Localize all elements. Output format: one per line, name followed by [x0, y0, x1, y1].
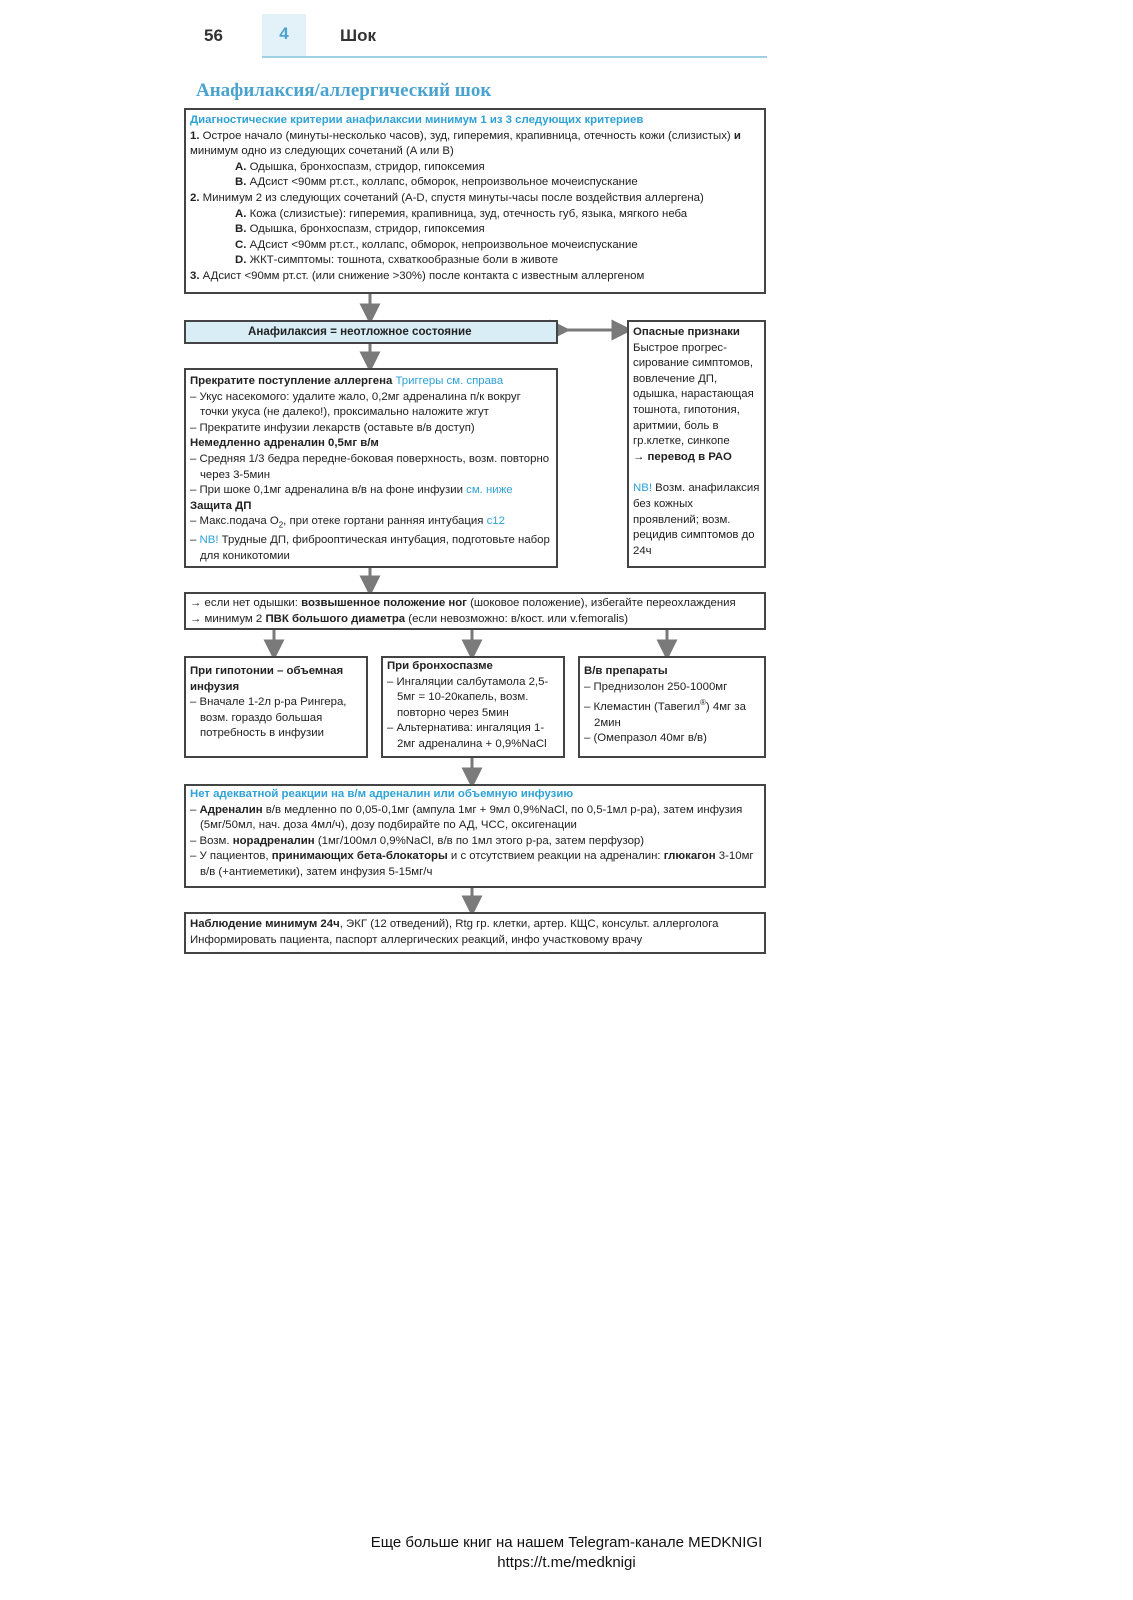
chapter-number-tab: 4 — [262, 14, 306, 56]
stop-allergen-box — [184, 368, 558, 568]
adrenaline-title: Немедленно адреналин 0,5мг в/м — [190, 437, 379, 450]
observation-box — [184, 912, 766, 954]
noresp-line-3: – У пациентов, принимающих бета-блокаторы и с отсутствием реакции на адреналин: глюкагон 3-10мг в/в (+антиеметики), затем инфузия 5-15мг/ч — [190, 850, 754, 878]
noresp-title: Нет адекватной реакции на в/м адреналин или объемную инфузию — [190, 788, 574, 800]
criterion-2: 2. Минимум 2 из следующих сочетаний (A-D, спустя минуты-часы после воздействия аллергена) — [190, 191, 704, 204]
stop-line-5: – Макс.подача $O_2$, при отеке гортани ранняя интубация c12 — [190, 515, 505, 530]
criterion-1: 1. Острое начало (минуты-несколько часов), зуд, гиперемия, крапивница, отечность кожи (слизистых) и минимум одно из следующих сочетаний (A или B) — [190, 129, 741, 158]
danger-signs-box — [627, 320, 766, 568]
position-line-2: → минимум 2 ПВК большого диаметра (если невозможно: в/кост. или v.femoralis) — [190, 612, 629, 625]
criterion-2-a: A. Кожа (слизистые): гиперемия, крапивница, зуд, отечность губ, языка, мягкого неба — [235, 207, 688, 220]
iv-line-3: – (Омепразол 40мг в/в) — [584, 732, 707, 745]
footer-line-1: Еще больше книг на нашем Telegram-канале MEDKNIGI — [370, 1534, 763, 1551]
stop-line-1: – Укус насекомого: удалите жало, 0,2мг адреналина п/к вокруг точки укуса (не далеко!), проксимально наложите жгут — [190, 390, 521, 419]
broncho-line-2: – Альтернатива: ингаляция 1-2мг адреналина + 0,9%NaCl — [387, 722, 547, 750]
danger-text: Быстрое прогрес-сирование симптомов, вовлечение ДП, одышка, нарастающая тошнота, гипотония, аритмии, боль в гр.клетке, синкопе — [633, 341, 754, 448]
observation-line-2: Информировать пациента, паспорт аллергических реакций, инфо участковому врачу — [190, 933, 643, 946]
criterion-3: 3. АДсист <90мм рт.ст. (или снижение >30%) после контакта с известным аллергеном — [190, 269, 645, 282]
stop-line-4: – При шоке 0,1мг адреналина в/в на фоне инфузии см. ниже — [190, 484, 513, 497]
noresp-line-2: – Возм. норадреналин (1мг/100мл 0,9%NaCl, в/в по 1мл этого р-ра, затем перфузор) — [190, 834, 645, 847]
page-number: 56 — [204, 26, 223, 45]
chapter-title: Шок — [340, 26, 376, 45]
criterion-2-d: D. ЖКТ-симптомы: тошнота, схваткообразные боли в животе — [235, 254, 559, 267]
stop-line-2: – Прекратите инфузии лекарств (оставьте в/в доступ) — [190, 421, 475, 434]
criterion-2-b: B. Одышка, бронхоспазм, стридор, гипоксемия — [235, 223, 485, 236]
observation-line-1: Наблюдение минимум 24ч, ЭКГ (12 отведений), Rtg гр. клетки, артер. КЩС, консульт. аллерголога — [190, 918, 719, 930]
danger-nb: NB! Возм. анафилаксия без кожных проявлений; возм. рецидив симптомов до 24ч — [633, 482, 760, 557]
danger-title: Опасные признаки — [633, 326, 740, 338]
position-box — [184, 592, 766, 630]
criterion-1-b: B. АДсист <90мм рт.ст., коллапс, обморок, непроизвольное мочеиспускание — [235, 176, 638, 189]
emergency-state-box: Анафилаксия = неотложное состояние — [184, 320, 558, 344]
danger-transfer: → перевод в РАО — [633, 450, 732, 463]
iv-line-2: – Клемастин (Тавегил®) 4мг за 2мин — [584, 698, 746, 729]
position-line-1: → если нет одышки: возвышенное положение ног (шоковое положение), избегайте переохлаждения — [190, 597, 736, 609]
footer-link[interactable]: https://t.me/medknigi — [497, 1554, 636, 1571]
hypotension-title: При гипотонии – объемная инфузия — [190, 665, 344, 693]
stop-title: Прекратите поступление аллергена Триггеры см. справа — [190, 375, 504, 387]
criterion-1-a: A. Одышка, бронхоспазм, стридор, гипоксемия — [235, 160, 485, 173]
airway-title: Защита ДП — [190, 499, 252, 512]
hypotension-box — [184, 656, 368, 758]
criteria-title: Диагностические критерии анафилаксии минимум 1 из 3 следующих критериев — [190, 114, 644, 126]
broncho-line-1: – Ингаляции салбутамола 2,5-5мг = 10-20капель, возм. повторно через 5мин — [387, 675, 549, 719]
criterion-2-c: C. АДсист <90мм рт.ст., коллапс, обморок, непроизвольное мочеиспускание — [235, 238, 638, 251]
broncho-title: При бронхоспазме — [387, 660, 493, 672]
footer-promo — [0, 1533, 1133, 1573]
stop-line-6: – NB! Трудные ДП, фиброоптическая интубация, подготовьте набор для коникотомии — [190, 534, 550, 562]
stop-line-3: – Средняя 1/3 бедра передне-боковая поверхность, возм. повторно через 3-5мин — [190, 452, 550, 481]
iv-line-1: – Преднизолон 250-1000мг — [584, 680, 728, 693]
bronchospasm-box — [381, 656, 565, 758]
section-title: Анафилаксия/аллергический шок — [196, 80, 492, 101]
no-response-box — [184, 784, 766, 888]
iv-drugs-box — [578, 656, 766, 758]
hypotension-text: – Вначале 1-2л р-ра Рингера, возм. гораздо большая потребность в инфузии — [190, 696, 347, 740]
noresp-line-1: – Адреналин в/в медленно по 0,05-0,1мг (ампула 1мг + 9мл 0,9%NaCl, по 0,5-1мл р-ра), затем инфузия (5мг/50мл, нач. доза 4мл/ч), дозу подбирайте по АД, ЧСС, оксигенации — [190, 803, 743, 832]
iv-title: В/в препараты — [584, 665, 668, 677]
diagnostic-criteria-box — [184, 108, 766, 294]
